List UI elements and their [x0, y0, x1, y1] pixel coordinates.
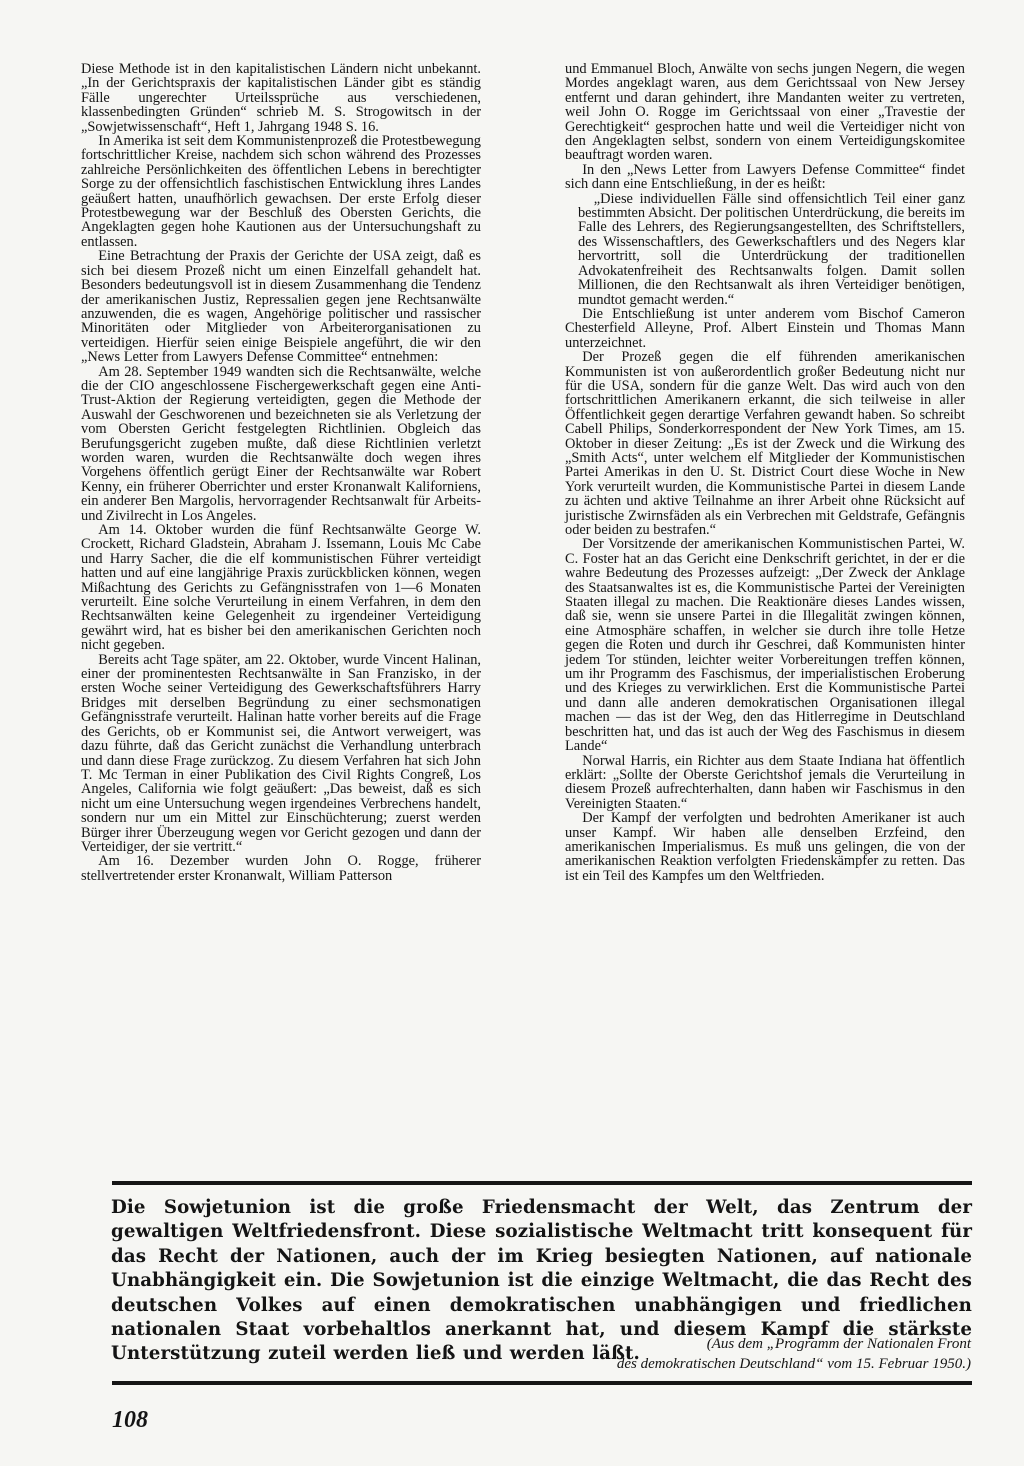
- page-number: 108: [112, 1407, 148, 1433]
- right-column: [565, 62, 965, 883]
- paragraph: Der Kampf der verfolgten und bedrohten Amerikaner ist auch unser Kampf. Wir haben alle denselben Erzfeind, den amerikanischen Imperialismus. Es muß uns gelingen, die von der amerikanischen Reaktion verfolgten Friedenskämpfer zu retten. Das ist ein Teil des Kampfes um den Weltfrieden.: [565, 810, 965, 884]
- paragraph: und Emmanuel Bloch, Anwälte von sechs jungen Negern, die wegen Mordes angeklagt waren, aus dem Gerichtssaal von New Jersey entfernt und daran gehindert, ihre Mandanten weiter zu vertreten, weil John O. Rogge im Gerichtssaal von einer „Travestie der Gerechtigkeit“ gesprochen hatte und weil die Verteidiger nicht von den Angeklagten selbst, sondern von einem Verteidigungskomitee beauftragt worden waren.: [565, 61, 965, 164]
- paragraph: Eine Betrachtung der Praxis der Gerichte der USA zeigt, daß es sich bei diesem Prozeß nicht um einen Einzelfall gehandelt hat. Besonders bedeutungsvoll ist in diesem Zusammenhang die Tendenz der amerikanischen Justiz, Repressalien gegen jene Rechtsanwälte anzuwenden, die es wagen, Angehörige politischer und rassischer Minoritäten oder Mitglieder von Arbeiterorganisationen zu verteidigen. Hierfür seien einige Beispiele angeführt, die wir den „News Letter from Lawyers Defense Committee“ entnehmen:: [81, 248, 481, 366]
- paragraph: Am 16. Dezember wurden John O. Rogge, früherer stellvertretender erster Kronanwalt, William Patterson: [81, 853, 481, 884]
- bottom-horizontal-rule: [112, 1381, 972, 1385]
- paragraph: In den „News Letter from Lawyers Defense Committee“ findet sich dann eine Entschließung, in der es heißt:: [565, 161, 965, 193]
- citation-line-1: (Aus dem „Programm der Nationalen Front: [706, 1336, 971, 1352]
- paragraph: Am 14. Oktober wurden die fünf Rechtsanwälte George W. Crockett, Richard Gladstein, Abraham J. Issemann, Louis Mc Cabe und Harry Sacher, die die elf kommunistischen Führer verteidigt hatten und auf eine langjährige Praxis zurückblicken können, wegen Mißachtung des Gerichts zu Gefängnisstrafen von 1—6 Monaten verurteilt. Eine solche Verurteilung in einem Verfahren, in dem den Rechtsanwälten keine Gelegenheit zu irgendeiner Verteidigung gewährt wird, hat es bisher bei den amerikanischen Gerichten noch nicht gegeben.: [81, 522, 481, 654]
- top-horizontal-rule: [112, 1181, 972, 1185]
- paragraph: Der Vorsitzende der amerikanischen Kommunistischen Partei, W. C. Foster hat an das Gericht eine Denkschrift gerichtet, in der er die wahre Bedeutung des Prozesses aufzeigt: „Der Zweck der Anklage des Staatsanwaltes ist es, die Kommunistische Partei der Vereinigten Staaten illegal zu machen. Die Reaktionäre dieses Landes wissen, daß sie, wenn sie unsere Partei in die Illegalität zwingen können, eine Atmosphäre schaffen, in welcher sie durch ihre tolle Hetze gegen die Roten und durch ihr Geschrei, daß Kommunisten hinter jedem Tor stünden, leichter weiter Vorbereitungen treffen können, um ihr Programm des Faschismus, der imperialistischen Eroberung und des Krieges zu verwirklichen. Erst die Kommunistische Partei und dann alle anderen demokratischen Organisationen illegal machen — das ist der Weg, den das Hitlerregime in Deutschland beschritten hat, und das ist auch der Weg des Faschismus in diesem Lande“: [565, 536, 965, 755]
- paragraph: Der Prozeß gegen die elf führenden amerikanischen Kommunisten ist von außerordentlich großer Bedeutung nicht nur für die USA, sondern für die ganze Welt. Das wird auch von den fortschrittlichen Amerikanern erkannt, die sich teilweise in aller Öffentlichkeit gegen derartige Verfahren gewandt haben. So schreibt Cabell Philips, Sonderkorrespondent der New York Times, am 15. Oktober in dieser Zeitung: „Es ist der Zweck und die Wirkung des „Smith Acts“, unter welchem elf Mitglieder der Kommunistischen Partei Amerikas in den U. St. District Court diese Woche in New York verurteilt wurden, die Kommunistische Partei in diesem Lande zu ächten und aktive Teilnahme an ihrer Arbeit ohne Rücksicht auf juristische Zwirnsfäden als ein Verbrechen mit Geldstrafe, Gefängnis oder beiden zu bestrafen.“: [565, 349, 965, 538]
- paragraph: Bereits acht Tage später, am 22. Oktober, wurde Vincent Halinan, einer der prominentesten Rechtsanwälte in San Franzisko, in der ersten Woche seiner Verteidigung des Gewerkschaftsführers Harry Bridges mit derselben Begründung zu einer sechsmonatigen Gefängnisstrafe verurteilt. Halinan hatte vorher bereits auf die Frage des Gerichts, ob er Kommunist sei, die Antwort verweigert, was dazu führte, daß das Gericht zunächst die Verhandlung unterbrach und dann diese Frage zurückzog. Zu diesem Verfahren hat sich John T. Mc Terman in einer Publikation des Civil Rights Congreß, Los Angeles, California wie folgt geäußert: „Das beweist, daß es sich nicht um eine Untersuchung wegen irgendeines Verbrechens handelt, sondern nur um ein Mittel zur Einschüchterung; zuerst werden Bürger ihrer Überzeugung wegen vor Gericht gezogen und dann der Verteidiger, der sie vertritt.“: [81, 651, 481, 855]
- paragraph: Die Entschließung ist unter anderem vom Bischof Cameron Chesterfield Alleyne, Prof. Albert Einstein und Thomas Mann unterzeichnet.: [565, 305, 965, 351]
- highlighted-statement: Die Sowjetunion ist die große Friedensmacht der Welt, das Zentrum der gewaltigen Weltfriedensfront. Diese sozialistische Weltmacht tritt konsequent für das Recht der Nationen, auch der im Krieg besiegten Nationen, auf nationale Unabhängigkeit ein. Die Sowjetunion ist die einzige Weltmacht, die das Recht des deutschen Volkes auf einen demokratischen unabhängigen und friedlichen nationalen Staat vorbehaltlos anerkannt hat, und diesem Kampf die stärkste Unterstützung zuteil werden ließ und werden läßt.: [111, 1197, 972, 1365]
- statement-citation: [551, 1334, 971, 1375]
- paragraph: Diese Methode ist in den kapitalistischen Ländern nicht unbekannt. „In der Gerichtspraxis der kapitalistischen Länder gibt es ständig Fälle ungerechter Urteilssprüche aus verschiedenen, klassenbedingten Gründen“ schrieb M. S. Strogowitsch in der „Sowjetwissenschaft“, Heft 1, Jahrgang 1948 S. 16.: [81, 61, 481, 135]
- paragraph: Am 28. September 1949 wandten sich die Rechtsanwälte, welche die der CIO angeschlossene Fischergewerkschaft gegen eine Anti-Trust-Aktion der Regierung verteidigten, gegen die Methode der Auswahl der Geschworenen und bezeichneten sie als Verletzung der vom Obersten Gericht festgelegten Richtlinien. Obgleich das Berufungsgericht zugeben mußte, daß diese Richtlinien verletzt worden waren, wurden die Rechtsanwälte doch wegen ihres Vorgehens öffentlich gerügt Einer der Rechtsanwälte war Robert Kenny, ein früherer Oberrichter und erster Kronanwalt Kaliforniens, ein anderer Ben Margolis, hervorragender Rechtsanwalt für Arbeits- und Zivilrecht in Los Angeles.: [81, 363, 481, 524]
- quoted-paragraph: „Diese individuellen Fälle sind offensichtlich Teil einer ganz bestimmten Absicht. Der politischen Unterdrückung, die bereits im Falle des Lehrers, des Regierungsangestellten, des Schriftstellers, des Wissenschaftlers, des Gewerkschaftlers und des Negers klar hervortritt, soll die Unterdrückung der traditionellen Advokatenfreiheit des Rechtsanwalts folgen. Damit sollen Millionen, die den Rechtsanwalt als ihren Verteidiger benötigen, mundtot gemacht werden.“: [577, 190, 965, 308]
- left-column: [81, 62, 481, 883]
- paragraph: Norwal Harris, ein Richter aus dem Staate Indiana hat öffentlich erklärt: „Sollte der Oberste Gerichtshof jemals die Verurteilung in diesem Prozeß aufrechterhalten, dann haben wir Faschismus in den Vereinigten Staaten.“: [565, 752, 965, 812]
- paragraph: In Amerika ist seit dem Kommunistenprozeß die Protestbewegung fortschrittlicher Kreise, nachdem sich schon während des Prozesses zahlreiche Persönlichkeiten des öffentlichen Lebens in berechtigter Sorge zu der offensichtlich faschistischen Entwicklung ihres Landes geäußert hatten, unaufhörlich gewachsen. Der erste Erfolg dieser Protestbewegung war der Beschluß des Obersten Gerichts, die Angeklagten gegen hohe Kautionen aus der Untersuchungshaft zu entlassen.: [81, 133, 481, 250]
- citation-line-2: des demokratischen Deutschland“ vom 15. Februar 1950.): [616, 1356, 971, 1373]
